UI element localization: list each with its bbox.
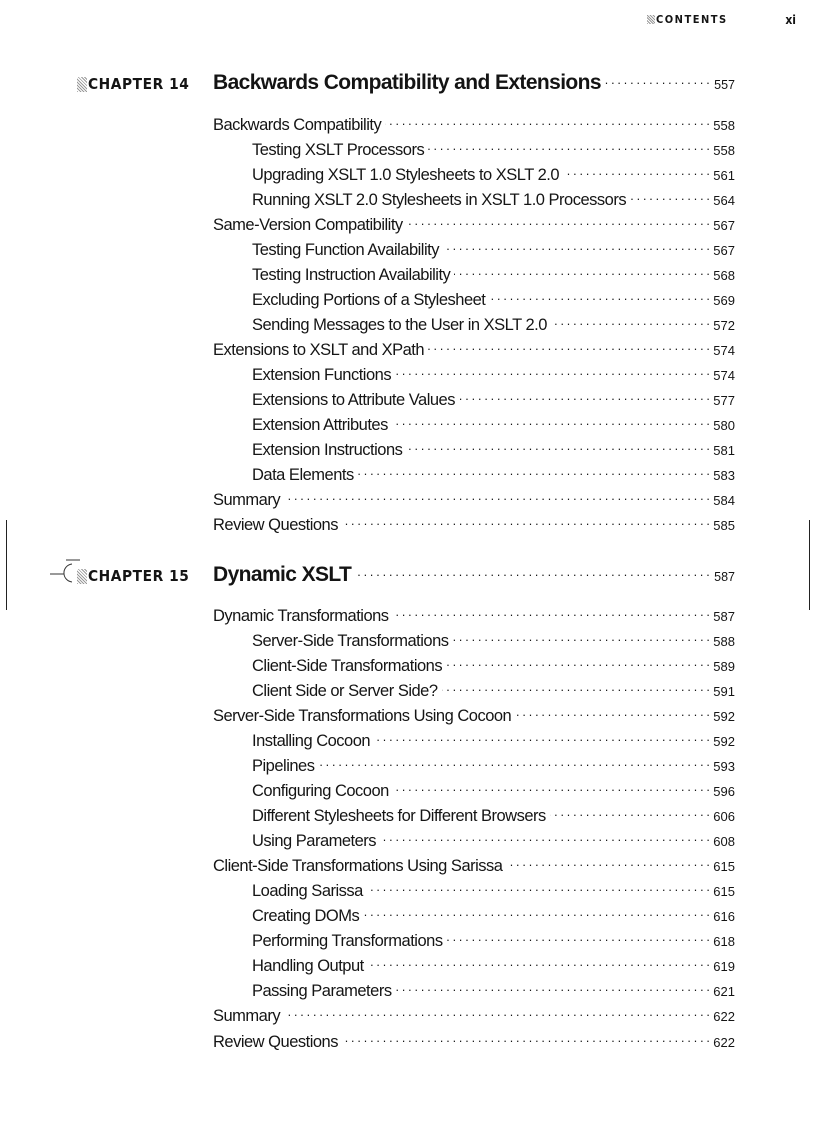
toc-entry-title: Extension Attributes <box>252 416 388 435</box>
toc-entry-title: Running XSLT 2.0 Stylesheets in XSLT 1.0 Processors <box>252 190 627 209</box>
toc-entry-page-number: 568 <box>713 267 735 283</box>
toc-entry-title: Handling Output <box>252 957 364 976</box>
toc-entry-title: Dynamic Transformations <box>213 606 389 625</box>
toc-entry-title: Using Parameters <box>252 832 377 851</box>
toc-entry-page-number: 589 <box>713 658 735 674</box>
running-head-section: CONTENTS <box>656 13 728 26</box>
toc-entry-page-number: 558 <box>713 117 735 133</box>
toc-entry-title: Extension Instructions <box>252 441 403 460</box>
toc-entry-title: Creating DOMs <box>252 907 360 926</box>
toc-entry-title: Backwards Compatibility <box>213 115 382 134</box>
toc-entry-page-number: 561 <box>713 167 735 183</box>
dot-leader <box>489 288 710 305</box>
toc-entry-page-number: 569 <box>713 292 735 308</box>
toc-subsection-entry <box>252 364 735 386</box>
toc-entry-page-number: 592 <box>713 708 735 724</box>
toc-section-entry <box>213 1030 735 1052</box>
toc-section-entry <box>213 213 735 235</box>
dot-leader <box>551 313 710 330</box>
dot-leader <box>506 855 710 872</box>
toc-entry-title: Client Side or Server Side? <box>252 681 438 700</box>
toc-subsection-entry <box>252 830 735 852</box>
chapter-title: Dynamic XSLT <box>213 563 352 586</box>
toc-subsection-entry <box>252 779 735 801</box>
toc-subsection-entry <box>252 654 735 676</box>
dot-leader <box>354 565 710 581</box>
dot-leader <box>407 213 711 230</box>
chapter-marker-icon <box>77 77 87 92</box>
toc-entry-title: Client-Side Transformations Using Sarissa <box>213 857 503 876</box>
toc-entry-title: Installing Cocoon <box>252 731 371 750</box>
toc-entry-page-number: 583 <box>713 468 735 484</box>
toc-entry-title: Testing XSLT Processors <box>252 140 425 159</box>
dot-leader <box>392 414 710 431</box>
toc-entry-page-number: 580 <box>713 418 735 434</box>
toc-entry-page-number: 622 <box>713 1009 735 1025</box>
chapter-title-row <box>213 71 735 101</box>
section-marker-icon <box>647 15 655 24</box>
dot-leader <box>395 364 710 381</box>
toc-subsection-entry <box>252 754 735 776</box>
dot-leader <box>396 980 711 997</box>
toc-section-entry <box>213 338 735 360</box>
toc-subsection-entry <box>252 263 735 285</box>
dot-leader <box>550 804 711 821</box>
toc-entry-title: Configuring Cocoon <box>252 781 389 800</box>
dot-leader <box>358 464 711 481</box>
dot-leader <box>630 188 710 205</box>
dot-leader <box>454 263 710 280</box>
toc-entry-title: Different Stylesheets for Different Browsers <box>252 806 546 825</box>
toc-entry-page-number: 606 <box>713 808 735 824</box>
dot-leader <box>446 654 710 671</box>
chapter-page-number: 587 <box>714 570 735 584</box>
toc-entry-page-number: 596 <box>713 783 735 799</box>
toc-entry-page-number: 615 <box>713 859 735 875</box>
toc-subsection-entry <box>252 905 735 927</box>
toc-subsection-entry <box>252 439 735 461</box>
toc-entry-title: Summary <box>213 491 281 510</box>
chapter-title-row <box>213 563 735 593</box>
chapter-heading <box>0 71 816 101</box>
toc-subsection-entry <box>252 313 735 335</box>
dot-leader <box>453 629 711 646</box>
dot-leader <box>393 779 710 796</box>
toc-section-entry <box>213 604 735 626</box>
chapter-label: CHAPTER 14 <box>88 75 190 93</box>
toc-subsection-entry <box>252 980 735 1002</box>
toc-entry-page-number: 564 <box>713 192 735 208</box>
toc-subsection-entry <box>252 188 735 210</box>
toc-entry-page-number: 621 <box>713 984 735 1000</box>
toc-entry-page-number: 567 <box>713 242 735 258</box>
toc-subsection-entry <box>252 880 735 902</box>
toc-entry-page-number: 622 <box>713 1034 735 1050</box>
dot-leader <box>284 489 710 506</box>
toc-entry-page-number: 608 <box>713 834 735 850</box>
toc-section-entry <box>213 704 735 726</box>
toc-entry-title: Excluding Portions of a Stylesheet <box>252 290 486 309</box>
dot-leader <box>342 1030 710 1047</box>
toc-subsection-entry <box>252 389 735 411</box>
dot-leader <box>363 905 710 922</box>
dot-leader <box>563 163 710 180</box>
toc-entry-page-number: 615 <box>713 884 735 900</box>
toc-entry-page-number: 587 <box>713 608 735 624</box>
toc-subsection-entry <box>252 729 735 751</box>
toc-entry-title: Client-Side Transformations <box>252 656 443 675</box>
toc-entry-page-number: 588 <box>713 633 735 649</box>
dot-leader <box>443 238 710 255</box>
toc-entry-page-number: 619 <box>713 959 735 975</box>
dot-leader <box>380 830 710 847</box>
toc-entry-page-number: 567 <box>713 217 735 233</box>
dot-leader <box>406 439 710 456</box>
dot-leader <box>368 955 711 972</box>
toc-section-entry <box>213 1005 735 1027</box>
dot-leader <box>442 679 711 696</box>
toc-entry-page-number: 558 <box>713 142 735 158</box>
toc-entry-title: Review Questions <box>213 1032 338 1051</box>
dot-leader <box>342 514 710 531</box>
toc-subsection-entry <box>252 930 735 952</box>
toc-entry-title: Data Elements <box>252 466 354 485</box>
dot-leader <box>367 880 710 897</box>
toc-entry-title: Testing Function Availability <box>252 240 439 259</box>
toc-entry-page-number: 574 <box>713 368 735 383</box>
toc-entry-title: Extensions to Attribute Values <box>252 391 455 410</box>
toc-subsection-entry <box>252 138 735 160</box>
chapter-heading <box>0 563 816 593</box>
dot-leader <box>385 113 710 130</box>
toc-subsection-entry <box>252 804 735 826</box>
toc-entry-page-number: 591 <box>713 683 735 699</box>
toc-subsection-entry <box>252 238 735 260</box>
toc-entry-page-number: 574 <box>713 342 735 358</box>
toc-entry-page-number: 593 <box>713 758 735 774</box>
toc-section-entry <box>213 489 735 511</box>
toc-entry-page-number: 577 <box>713 393 735 409</box>
toc-entry-title: Testing Instruction Availability <box>252 265 451 284</box>
chapter-page-number: 557 <box>714 78 735 92</box>
toc-entry-title: Passing Parameters <box>252 982 392 1001</box>
chapter-label: CHAPTER 15 <box>88 567 190 585</box>
toc-entry-title: Server-Side Transformations Using Cocoon <box>213 706 512 725</box>
toc-entry-title: Review Questions <box>213 516 338 535</box>
dot-leader <box>374 729 710 746</box>
running-head-page-number: xi <box>785 13 796 27</box>
toc-entry-title: Loading Sarissa <box>252 882 363 901</box>
dot-leader <box>393 604 711 621</box>
toc-subsection-entry <box>252 288 735 310</box>
toc-entry-title: Upgrading XSLT 1.0 Stylesheets to XSLT 2.0 <box>252 165 560 184</box>
toc-entry-page-number: 584 <box>713 493 735 509</box>
toc-entry-page-number: 581 <box>713 443 735 459</box>
toc-entry-page-number: 618 <box>713 934 735 950</box>
toc-section-entry <box>213 855 735 877</box>
dot-leader <box>284 1005 710 1022</box>
toc-section-entry <box>213 514 735 536</box>
toc-subsection-entry <box>252 629 735 651</box>
chapter-marker-icon <box>77 569 87 584</box>
toc-entry-page-number: 616 <box>713 909 735 925</box>
toc-subsection-entry <box>252 955 735 977</box>
toc-entry-page-number: 572 <box>713 317 735 333</box>
toc-entry-page-number: 592 <box>713 733 735 749</box>
toc-entry-page-number: 585 <box>713 518 735 534</box>
toc-subsection-entry <box>252 414 735 436</box>
toc-subsection-entry <box>252 464 735 486</box>
toc-entry-title: Same-Version Compatibility <box>213 215 403 234</box>
chapter-title: Backwards Compatibility and Extensions <box>213 71 601 94</box>
dot-leader <box>515 704 710 721</box>
dot-leader <box>459 389 710 406</box>
dot-leader <box>428 138 710 155</box>
toc-entry-title: Pipelines <box>252 756 315 775</box>
toc-entry-title: Performing Transformations <box>252 932 443 951</box>
toc-section-entry <box>213 113 735 135</box>
dot-leader <box>318 754 710 771</box>
toc-entry-title: Summary <box>213 1007 281 1026</box>
toc-entry-title: Server-Side Transformations <box>252 631 449 650</box>
running-head <box>630 12 806 30</box>
dot-leader <box>604 73 710 89</box>
dot-leader <box>447 930 711 947</box>
toc-subsection-entry <box>252 679 735 701</box>
dot-leader <box>428 338 710 355</box>
toc-entry-title: Extension Functions <box>252 366 392 384</box>
toc-entry-title: Extensions to XSLT and XPath <box>213 340 425 359</box>
toc-subsection-entry <box>252 163 735 185</box>
toc-entry-title: Sending Messages to the User in XSLT 2.0 <box>252 315 547 334</box>
